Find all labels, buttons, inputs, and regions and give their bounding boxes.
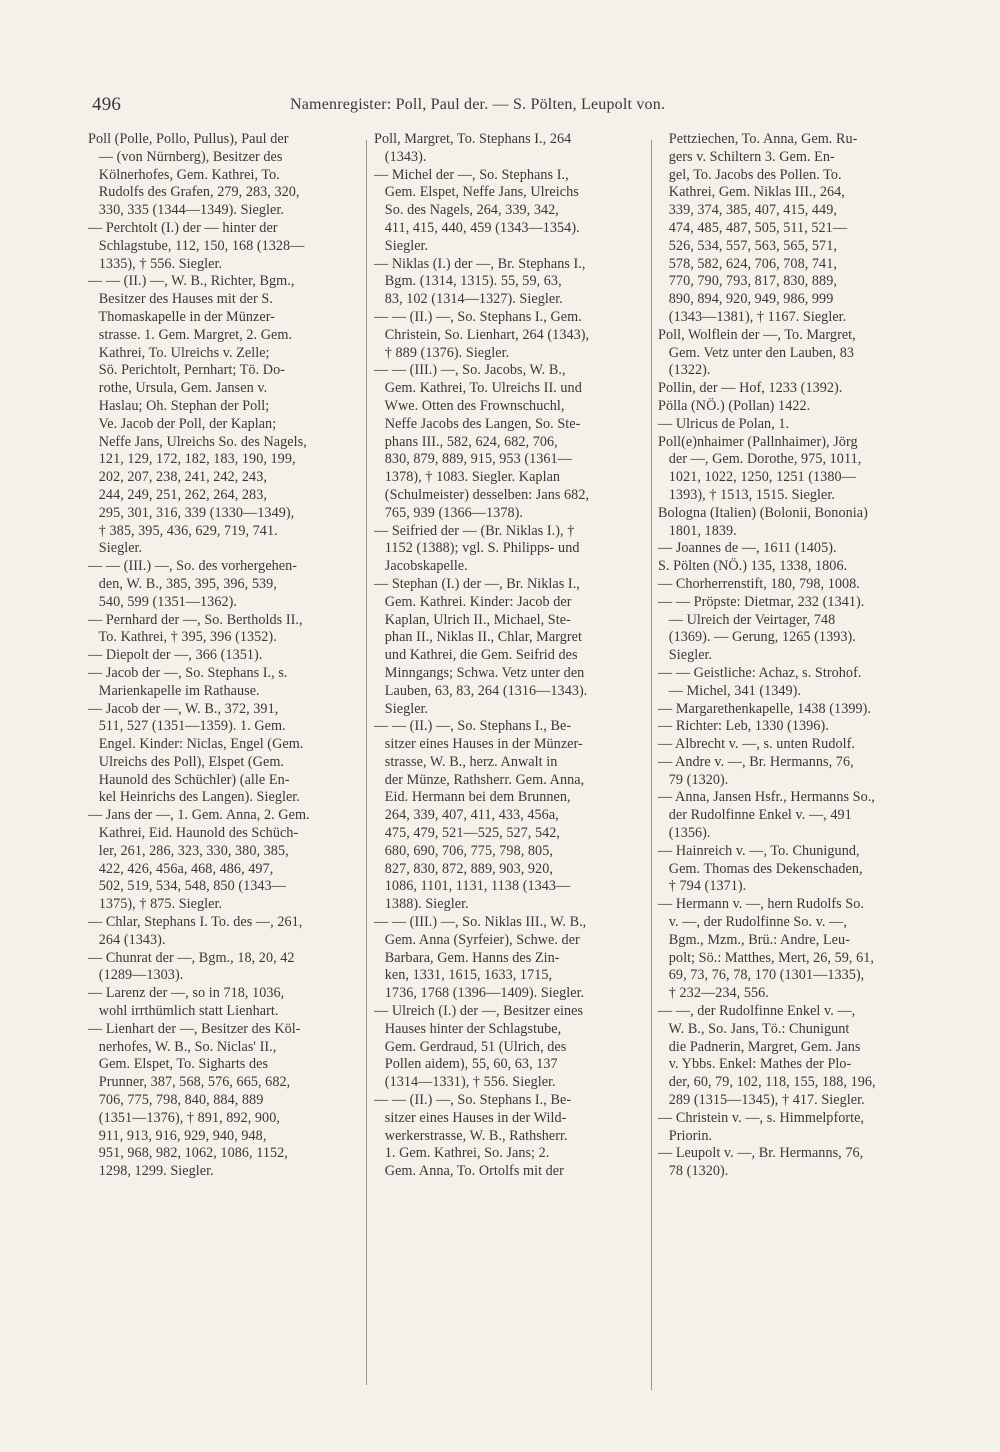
index-entry-line: Engel. Kinder: Niclas, Engel (Gem. bbox=[88, 736, 304, 753]
index-entry-line: Gem. Kathrei, To. Ulreichs II. und bbox=[374, 380, 582, 397]
index-entry-line: 78 (1320). bbox=[658, 1163, 729, 1180]
index-entry-line: 706, 775, 798, 840, 884, 889 bbox=[88, 1092, 264, 1109]
column-divider bbox=[366, 140, 367, 1385]
index-entry-line: 502, 519, 534, 548, 850 (1343— bbox=[88, 878, 286, 895]
index-entry-line: — Ulreich (I.) der —, Besitzer eines bbox=[374, 1003, 584, 1020]
index-entry-line: strasse, W. B., herz. Anwalt in bbox=[374, 753, 558, 770]
index-column-2 bbox=[374, 131, 646, 1181]
index-entry-line: — Joannes de —, 1611 (1405). bbox=[658, 540, 837, 557]
index-entry-line: — Michel der —, So. Stephans I., bbox=[374, 166, 569, 183]
index-entry-line: werkerstrasse, W. B., Rathsherr. bbox=[374, 1127, 568, 1144]
index-entry-line: — Christein v. —, s. Himmelpforte, bbox=[658, 1109, 865, 1126]
running-head: Namenregister: Poll, Paul der. — S. Pölten, Leupolt von. bbox=[290, 96, 666, 113]
index-entry-line: — Ulreich der Veirtager, 748 bbox=[658, 611, 836, 628]
index-entry-line: 827, 830, 872, 889, 903, 920, bbox=[374, 860, 553, 877]
index-entry-line: 422, 426, 456a, 468, 486, 497, bbox=[88, 860, 274, 877]
index-entry-line: Lauben, 63, 83, 264 (1316—1343). bbox=[374, 682, 588, 699]
index-entry-line: Haunold des Schüchler) (alle En- bbox=[88, 771, 290, 788]
index-entry-line: Pollin, der — Hof, 1233 (1392). bbox=[658, 380, 843, 397]
index-entry-line: 264 (1343). bbox=[88, 931, 166, 948]
index-entry-line: gers v. Schiltern 3. Gem. En- bbox=[658, 148, 835, 165]
index-entry-line: — — (II.) —, So. Stephans I., Be- bbox=[374, 1092, 572, 1109]
index-entry-line: 951, 968, 982, 1062, 1086, 1152, bbox=[88, 1145, 288, 1162]
index-entry-line: kel Heinrichs des Langen). Siegler. bbox=[88, 789, 300, 806]
index-entry-line: Kathrei, To. Ulreichs v. Zelle; bbox=[88, 344, 270, 361]
index-entry-line: Gem. Gerdraud, 51 (Ulrich, des bbox=[374, 1038, 567, 1055]
index-entry-line: rothe, Ursula, Gem. Jansen v. bbox=[88, 380, 268, 397]
index-entry-line: Ulreichs des Poll), Elspet (Gem. bbox=[88, 753, 285, 770]
index-entry-line: — Diepolt der —, 366 (1351). bbox=[88, 647, 263, 664]
index-entry-line: — — (III.) —, So. des vorhergehen- bbox=[88, 558, 298, 575]
index-entry-line: — Jacob der —, W. B., 372, 391, bbox=[88, 700, 279, 717]
index-entry-line: 69, 73, 76, 78, 170 (1301—1335), bbox=[658, 967, 865, 984]
index-entry-line: — Lienhart der —, Besitzer des Köl- bbox=[88, 1020, 301, 1037]
index-entry-line: v. —, der Rudolfinne So. v. —, bbox=[658, 914, 847, 931]
index-entry-line: 1801, 1839. bbox=[658, 522, 737, 539]
index-entry-line: Kölnerhofes, Gem. Kathrei, To. bbox=[88, 166, 280, 183]
index-entry-line: — — (II.) —, So. Stephans I., Gem. bbox=[374, 308, 582, 325]
index-entry-line: — Richter: Leb, 1330 (1396). bbox=[658, 718, 829, 735]
index-entry-line: 474, 485, 487, 505, 511, 521— bbox=[658, 219, 848, 236]
index-entry-line: Priorin. bbox=[658, 1127, 713, 1144]
index-entry-line: der —, Gem. Dorothe, 975, 1011, bbox=[658, 451, 862, 468]
index-entry-line: Gem. Elspet, To. Sigharts des bbox=[88, 1056, 269, 1073]
index-entry-line: 1388). Siegler. bbox=[374, 896, 469, 913]
index-entry-line: phans III., 582, 624, 682, 706, bbox=[374, 433, 558, 450]
index-entry-line: Hauses hinter der Schlagstube, bbox=[374, 1020, 562, 1037]
index-entry-line: (Schulmeister) desselben: Jans 682, bbox=[374, 486, 590, 503]
index-entry-line: Gem. Anna (Syrfeier), Schwe. der bbox=[374, 931, 580, 948]
index-entry-line: strasse. 1. Gem. Margret, 2. Gem. bbox=[88, 326, 293, 343]
index-column-1 bbox=[88, 131, 358, 1181]
index-entry-line: Prunner, 387, 568, 576, 665, 682, bbox=[88, 1074, 291, 1091]
index-entry-line: Gem. Elspet, Neffe Jans, Ulreichs bbox=[374, 184, 579, 201]
index-entry-line: Bologna (Italien) (Bolonii, Bononia) bbox=[658, 504, 868, 521]
index-entry-line: der Münze, Rathsherr. Gem. Anna, bbox=[374, 771, 585, 788]
index-entry-line: Barbara, Gem. Hanns des Zin- bbox=[374, 949, 560, 966]
index-entry-line: Minngangs; Schwa. Vetz unter den bbox=[374, 664, 585, 681]
index-entry-line: (1356). bbox=[658, 825, 711, 842]
index-entry-line: sitzer eines Hauses in der Münzer- bbox=[374, 736, 583, 753]
index-entry-line: — Albrecht v. —, s. unten Rudolf. bbox=[658, 736, 855, 753]
index-entry-line: der, 60, 79, 102, 118, 155, 188, 196, bbox=[658, 1074, 876, 1091]
index-entry-line: Jacobskapelle. bbox=[374, 558, 468, 575]
index-entry-line: Gem. Thomas des Dekenschaden, bbox=[658, 860, 863, 877]
index-entry-line: — Leupolt v. —, Br. Hermanns, 76, bbox=[658, 1145, 864, 1162]
index-entry-line: Sö. Perichtolt, Pernhart; Tö. Do- bbox=[88, 362, 285, 379]
index-entry-line: — Stephan (I.) der —, Br. Niklas I., bbox=[374, 575, 580, 592]
index-entry-line: To. Kathrei, † 395, 396 (1352). bbox=[88, 629, 277, 646]
index-entry-line: So. des Nagels, 264, 339, 342, bbox=[374, 202, 559, 219]
index-entry-line: Rudolfs des Grafen, 279, 283, 320, bbox=[88, 184, 300, 201]
index-entry-line: 330, 335 (1344—1349). Siegler. bbox=[88, 202, 284, 219]
index-entry-line: Siegler. bbox=[374, 237, 429, 254]
index-entry-line: Poll, Margret, To. Stephans I., 264 bbox=[374, 131, 572, 147]
index-entry-line: gel, To. Jacobs des Pollen. To. bbox=[658, 166, 842, 183]
index-entry-line: 1375), † 875. Siegler. bbox=[88, 896, 223, 913]
index-entry-line: Neffe Jacobs des Langen, So. Ste- bbox=[374, 415, 581, 432]
index-entry-line: Thomaskapelle in der Münzer- bbox=[88, 308, 275, 325]
index-entry-line: — — (II.) —, W. B., Richter, Bgm., bbox=[88, 273, 295, 290]
index-entry-line: 202, 207, 238, 241, 242, 243, bbox=[88, 469, 267, 486]
index-entry-line: Schlagstube, 112, 150, 168 (1328— bbox=[88, 237, 305, 254]
index-entry-line: — Niklas (I.) der —, Br. Stephans I., bbox=[374, 255, 586, 272]
index-entry-line: Pollen aidem), 55, 60, 63, 137 bbox=[374, 1056, 558, 1073]
index-entry-line: der Rudolfinne Enkel v. —, 491 bbox=[658, 807, 852, 824]
index-entry-line: 1298, 1299. Siegler. bbox=[88, 1163, 214, 1180]
index-entry-line: (1343—1381), † 1167. Siegler. bbox=[658, 308, 847, 325]
index-entry-line: † 385, 395, 436, 629, 719, 741. bbox=[88, 522, 278, 539]
index-entry-line: Neffe Jans, Ulreichs So. des Nagels, bbox=[88, 433, 307, 450]
index-entry-line: — — (II.) —, So. Stephans I., Be- bbox=[374, 718, 572, 735]
index-entry-line: — (von Nürnberg), Besitzer des bbox=[88, 148, 283, 165]
index-entry-line: den, W. B., 385, 395, 396, 539, bbox=[88, 575, 277, 592]
index-entry-line: (1289—1303). bbox=[88, 967, 184, 984]
index-entry-line: (1351—1376), † 891, 892, 900, bbox=[88, 1109, 280, 1126]
index-entry-line: (1314—1331), † 556. Siegler. bbox=[374, 1074, 556, 1091]
index-entry-line: Besitzer des Hauses mit der S. bbox=[88, 291, 273, 308]
index-entry-line: (1343). bbox=[374, 148, 427, 165]
index-entry-line: 339, 374, 385, 407, 415, 449, bbox=[658, 202, 837, 219]
index-entry-line: — Pernhard der —, So. Bertholds II., bbox=[88, 611, 303, 628]
index-entry-line: 1378), † 1083. Siegler. Kaplan bbox=[374, 469, 561, 486]
index-entry-line: — Perchtolt (I.) der — hinter der bbox=[88, 219, 278, 236]
index-entry-line: 680, 690, 706, 775, 798, 805, bbox=[374, 842, 553, 859]
index-entry-line: nerhofes, W. B., So. Niclas' II., bbox=[88, 1038, 277, 1055]
index-entry-line: — Chorherrenstift, 180, 798, 1008. bbox=[658, 575, 860, 592]
index-entry-line: ken, 1331, 1615, 1633, 1715, bbox=[374, 967, 553, 984]
column-divider bbox=[651, 140, 652, 1390]
index-entry-line: — — Pröpste: Dietmar, 232 (1341). bbox=[658, 593, 865, 610]
index-entry-line: 765, 939 (1366—1378). bbox=[374, 504, 523, 521]
index-entry-line: phan II., Niklas II., Chlar, Margret bbox=[374, 629, 582, 646]
index-entry-line: sitzer eines Hauses in der Wild- bbox=[374, 1109, 567, 1126]
index-entry-line: — — (III.) —, So. Jacobs, W. B., bbox=[374, 362, 566, 379]
index-entry-line: — Jans der —, 1. Gem. Anna, 2. Gem. bbox=[88, 807, 310, 824]
index-entry-line: wohl irrthümlich statt Lienhart. bbox=[88, 1003, 279, 1020]
index-entry-line: Kathrei, Gem. Niklas III., 264, bbox=[658, 184, 845, 201]
index-entry-line: 911, 913, 916, 929, 940, 948, bbox=[88, 1127, 267, 1144]
index-entry-line: Siegler. bbox=[658, 647, 713, 664]
index-entry-line: — Chlar, Stephans I. To. des —, 261, bbox=[88, 914, 303, 931]
index-entry-line: Haslau; Oh. Stephan der Poll; bbox=[88, 397, 270, 414]
index-entry-line: † 232—234, 556. bbox=[658, 985, 769, 1002]
index-entry-line: Eid. Hermann bei dem Brunnen, bbox=[374, 789, 571, 806]
index-entry-line: W. B., So. Jans, Tö.: Chunigunt bbox=[658, 1020, 850, 1037]
index-entry-line: (1322). bbox=[658, 362, 711, 379]
index-entry-line: die Padnerin, Margret, Gem. Jans bbox=[658, 1038, 861, 1055]
index-entry-line: 1. Gem. Kathrei, So. Jans; 2. bbox=[374, 1145, 550, 1162]
index-entry-line: — Ulricus de Polan, 1. bbox=[658, 415, 790, 432]
index-entry-line: Bgm. (1314, 1315). 55, 59, 63, bbox=[374, 273, 562, 290]
index-entry-line: — Michel, 341 (1349). bbox=[658, 682, 802, 699]
index-entry-line: Christein, So. Lienhart, 264 (1343), bbox=[374, 326, 590, 343]
index-entry-line: 295, 301, 316, 339 (1330—1349), bbox=[88, 504, 295, 521]
index-entry-line: Gem. Kathrei. Kinder: Jacob der bbox=[374, 593, 572, 610]
index-entry-line: Ve. Jacob der Poll, der Kaplan; bbox=[88, 415, 277, 432]
index-entry-line: 540, 599 (1351—1362). bbox=[88, 593, 237, 610]
index-entry-line: Wwe. Otten des Frownschuchl, bbox=[374, 397, 565, 414]
page-number: 496 bbox=[92, 94, 122, 115]
index-entry-line: 578, 582, 624, 706, 708, 741, bbox=[658, 255, 837, 272]
index-entry-line: 830, 879, 889, 915, 953 (1361— bbox=[374, 451, 572, 468]
index-entry-line: 121, 129, 172, 182, 183, 190, 199, bbox=[88, 451, 296, 468]
index-entry-line: Kaplan, Ulrich II., Michael, Ste- bbox=[374, 611, 571, 628]
index-entry-line: † 794 (1371). bbox=[658, 878, 747, 895]
index-entry-line: 264, 339, 407, 411, 433, 456a, bbox=[374, 807, 559, 824]
index-entry-line: Gem. Vetz unter den Lauben, 83 bbox=[658, 344, 855, 361]
index-entry-line: — — Geistliche: Achaz, s. Strohof. bbox=[658, 664, 862, 681]
index-entry-line: — Anna, Jansen Hsfr., Hermanns So., bbox=[658, 789, 875, 806]
index-entry-line: 511, 527 (1351—1359). 1. Gem. bbox=[88, 718, 286, 735]
index-entry-line: 289 (1315—1345), † 417. Siegler. bbox=[658, 1092, 865, 1109]
index-entry-line: 770, 790, 793, 817, 830, 889, bbox=[658, 273, 837, 290]
index-entry-line: 244, 249, 251, 262, 264, 283, bbox=[88, 486, 267, 503]
index-entry-line: Poll(e)nhaimer (Pallnhaimer), Jörg bbox=[658, 433, 858, 450]
index-entry-line: Kathrei, Eid. Haunold des Schüch- bbox=[88, 825, 299, 842]
index-entry-line: 1736, 1768 (1396—1409). Siegler. bbox=[374, 985, 585, 1002]
index-entry-line: Siegler. bbox=[88, 540, 143, 557]
index-entry-line: 79 (1320). bbox=[658, 771, 729, 788]
index-entry-line: 1021, 1022, 1250, 1251 (1380— bbox=[658, 469, 856, 486]
index-entry-line: (1369). — Gerung, 1265 (1393). bbox=[658, 629, 856, 646]
index-entry-line: v. Ybbs. Enkel: Mathes der Plo- bbox=[658, 1056, 852, 1073]
index-entry-line: Pölla (NÖ.) (Pollan) 1422. bbox=[658, 397, 811, 414]
index-entry-line: S. Pölten (NÖ.) 135, 1338, 1806. bbox=[658, 558, 848, 575]
index-entry-line: Marienkapelle im Rathause. bbox=[88, 682, 260, 699]
index-entry-line: Bgm., Mzm., Brü.: Andre, Leu- bbox=[658, 931, 850, 948]
index-entry-line: polt; Sö.: Matthes, Mert, 26, 59, 61, bbox=[658, 949, 874, 966]
index-column-3 bbox=[658, 131, 930, 1181]
index-entry-line: — Hainreich v. —, To. Chunigund, bbox=[658, 842, 860, 859]
index-entry-line: — Seifried der — (Br. Niklas I.), † bbox=[374, 522, 575, 539]
index-entry-line: 411, 415, 440, 459 (1343—1354). bbox=[374, 219, 580, 236]
index-entry-line: Poll (Polle, Pollo, Pullus), Paul der bbox=[88, 131, 289, 147]
index-entry-line: 1086, 1101, 1131, 1138 (1343— bbox=[374, 878, 571, 895]
index-entry-line: Poll, Wolflein der —, To. Margret, bbox=[658, 326, 856, 343]
index-entry-line: und Kathrei, die Gem. Seifrid des bbox=[374, 647, 578, 664]
index-entry-line: — Chunrat der —, Bgm., 18, 20, 42 bbox=[88, 949, 295, 966]
index-entry-line: — Andre v. —, Br. Hermanns, 76, bbox=[658, 753, 854, 770]
index-entry-line: 1152 (1388); vgl. S. Philipps- und bbox=[374, 540, 580, 557]
index-entry-line: 526, 534, 557, 563, 565, 571, bbox=[658, 237, 837, 254]
index-entry-line: Pettziechen, To. Anna, Gem. Ru- bbox=[658, 131, 858, 147]
index-entry-line: — Larenz der —, so in 718, 1036, bbox=[88, 985, 285, 1002]
index-entry-line: † 889 (1376). Siegler. bbox=[374, 344, 510, 361]
index-entry-line: Gem. Anna, To. Ortolfs mit der bbox=[374, 1163, 564, 1180]
index-entry-line: — — (III.) —, So. Niklas III., W. B., bbox=[374, 914, 587, 931]
index-entry-line: — Margarethenkapelle, 1438 (1399). bbox=[658, 700, 872, 717]
index-entry-line: — Hermann v. —, hern Rudolfs So. bbox=[658, 896, 864, 913]
index-entry-line: 475, 479, 521—525, 527, 542, bbox=[374, 825, 560, 842]
index-entry-line: ler, 261, 286, 323, 330, 380, 385, bbox=[88, 842, 289, 859]
index-entry-line: 83, 102 (1314—1327). Siegler. bbox=[374, 291, 563, 308]
index-entry-line: — Jacob der —, So. Stephans I., s. bbox=[88, 664, 288, 681]
index-entry-line: 1335), † 556. Siegler. bbox=[88, 255, 223, 272]
index-entry-line: 1393), † 1513, 1515. Siegler. bbox=[658, 486, 835, 503]
index-entry-line: — —, der Rudolfinne Enkel v. —, bbox=[658, 1003, 856, 1020]
index-entry-line: Siegler. bbox=[374, 700, 429, 717]
index-entry-line: 890, 894, 920, 949, 986, 999 bbox=[658, 291, 834, 308]
